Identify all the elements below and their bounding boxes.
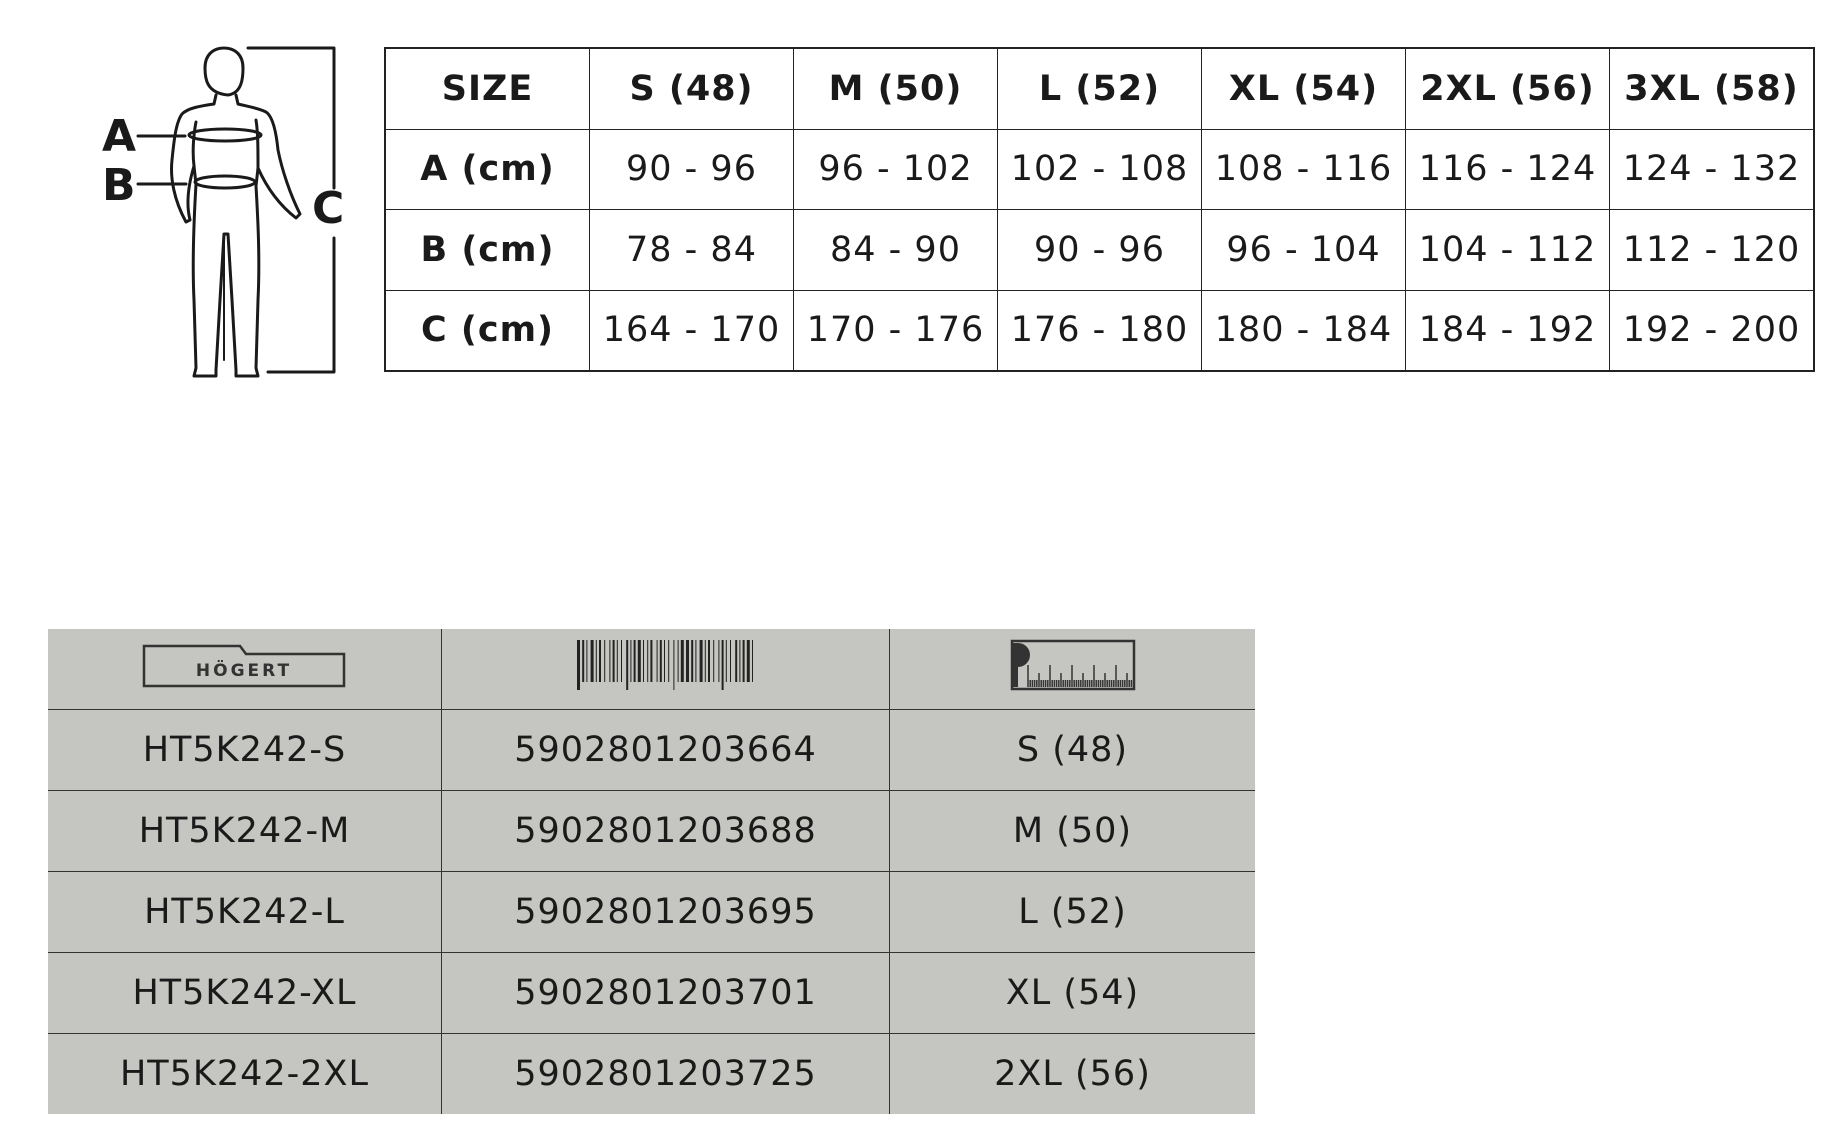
header-cell-size [890, 629, 1256, 710]
product-ean: 5902801203701 [442, 953, 890, 1034]
product-size: S (48) [890, 710, 1256, 791]
product-code: HT5K242-XL [48, 953, 442, 1034]
row-label: B (cm) [385, 210, 590, 291]
size-cell: 90 - 96 [998, 210, 1202, 291]
product-code: HT5K242-L [48, 872, 442, 953]
barcode-bar [595, 640, 596, 682]
size-header-cell: S (48) [590, 48, 794, 129]
size-row-c [385, 290, 1814, 371]
barcode-bar [735, 640, 737, 682]
barcode-bar [590, 640, 593, 682]
row-label: A (cm) [385, 129, 590, 210]
size-row-b [385, 210, 1814, 291]
product-row [48, 1034, 1255, 1115]
product-size: XL (54) [890, 953, 1256, 1034]
barcode-bar [668, 640, 669, 682]
product-size: L (52) [890, 872, 1256, 953]
barcode-bar [699, 640, 702, 682]
barcode-bar [708, 640, 710, 682]
size-cell: 90 - 96 [590, 129, 794, 210]
barcode-bar [599, 640, 601, 682]
barcode-bar [656, 640, 657, 682]
barcode-bar [630, 640, 631, 682]
barcode-bar [586, 640, 587, 682]
size-header-row [385, 48, 1814, 129]
size-cell: 96 - 104 [1202, 210, 1406, 291]
product-code: HT5K242-S [48, 710, 442, 791]
product-code-table [48, 629, 1255, 1114]
waist-line [195, 176, 255, 188]
barcode-bar [612, 640, 614, 682]
barcode-bar [626, 640, 628, 690]
size-cell: 184 - 192 [1406, 290, 1610, 371]
size-cell: 102 - 108 [998, 129, 1202, 210]
barcode-bar [695, 640, 696, 682]
barcode-bar [739, 640, 740, 682]
barcode-bar [680, 640, 683, 682]
product-header-row [48, 629, 1255, 710]
size-cell: 124 - 132 [1610, 129, 1815, 210]
barcode-bar [643, 640, 644, 682]
body-measurement-figure [100, 40, 390, 380]
size-cell: 96 - 102 [794, 129, 998, 210]
size-cell: 104 - 112 [1406, 210, 1610, 291]
product-code: HT5K242-2XL [119, 1054, 370, 1094]
size-cell: 170 - 176 [794, 290, 998, 371]
size-header-cell: SIZE [385, 48, 590, 129]
label-a: A [102, 111, 137, 162]
barcode-bar [609, 640, 610, 682]
barcode-icon [575, 638, 757, 692]
label-b: B [102, 160, 136, 211]
barcode-bar [752, 640, 753, 682]
barcode-bar [742, 640, 744, 682]
size-row-a [385, 129, 1814, 210]
size-header-cell: L (52) [998, 48, 1202, 129]
size-cell: 112 - 120 [1610, 210, 1815, 291]
product-ean: 5902801203695 [442, 872, 890, 953]
size-cell: 78 - 84 [590, 210, 794, 291]
figure-head [205, 48, 243, 95]
size-header-cell: XL (54) [1202, 48, 1406, 129]
barcode-bar [686, 640, 689, 682]
barcode-bar [664, 640, 665, 682]
barcode-bar [604, 640, 605, 682]
header-cell-brand [48, 629, 442, 710]
barcode-bar [650, 640, 652, 682]
size-chart-table [384, 47, 1815, 372]
barcode-bar [730, 640, 731, 682]
product-size: M (50) [890, 791, 1256, 872]
barcode-bar [713, 640, 714, 682]
product-row [48, 791, 1255, 872]
size-cell: 116 - 124 [1406, 129, 1610, 210]
hogert-logo-icon [142, 640, 348, 690]
product-ean: 5902801203688 [442, 791, 890, 872]
barcode-bar [577, 640, 580, 690]
size-cell: 192 - 200 [1610, 290, 1815, 371]
product-size: 2XL (56) [890, 1034, 1256, 1115]
barcode-bar [718, 640, 719, 682]
barcode-bar [704, 640, 705, 682]
barcode-bar [691, 640, 693, 682]
size-cell: 108 - 116 [1202, 129, 1406, 210]
barcode-bar [721, 640, 723, 690]
barcode-bar [637, 640, 640, 682]
product-row [48, 710, 1255, 791]
size-cell: 84 - 90 [794, 210, 998, 291]
size-header-cell: 2XL (56) [1406, 48, 1610, 129]
barcode-bar [725, 640, 726, 682]
barcode-bar [659, 640, 661, 682]
label-c: C [312, 183, 345, 234]
brand-logo-text: HÖGERT [195, 660, 292, 681]
barcode-bar [677, 640, 678, 682]
barcode-bar [673, 640, 674, 690]
ruler-icon [1010, 639, 1136, 691]
barcode-bar [616, 640, 617, 682]
barcode-bar [621, 640, 622, 682]
size-cell: 180 - 184 [1202, 290, 1406, 371]
product-ean: 5902801203664 [442, 710, 890, 791]
barcode-bar [746, 640, 749, 682]
barcode-bar [582, 640, 584, 682]
product-ean: 5902801203725 [442, 1034, 890, 1115]
product-row [48, 953, 1255, 1034]
row-label: C (cm) [385, 290, 590, 371]
size-cell: 176 - 180 [998, 290, 1202, 371]
header-cell-barcode [442, 629, 890, 710]
product-code: HT5K242-M [48, 791, 442, 872]
size-header-cell: 3XL (58) [1610, 48, 1815, 129]
size-cell: 164 - 170 [590, 290, 794, 371]
barcode-bar [647, 640, 648, 682]
chest-line [189, 129, 261, 141]
size-header-cell: M (50) [794, 48, 998, 129]
product-row [48, 872, 1255, 953]
barcode-bar [633, 640, 635, 682]
